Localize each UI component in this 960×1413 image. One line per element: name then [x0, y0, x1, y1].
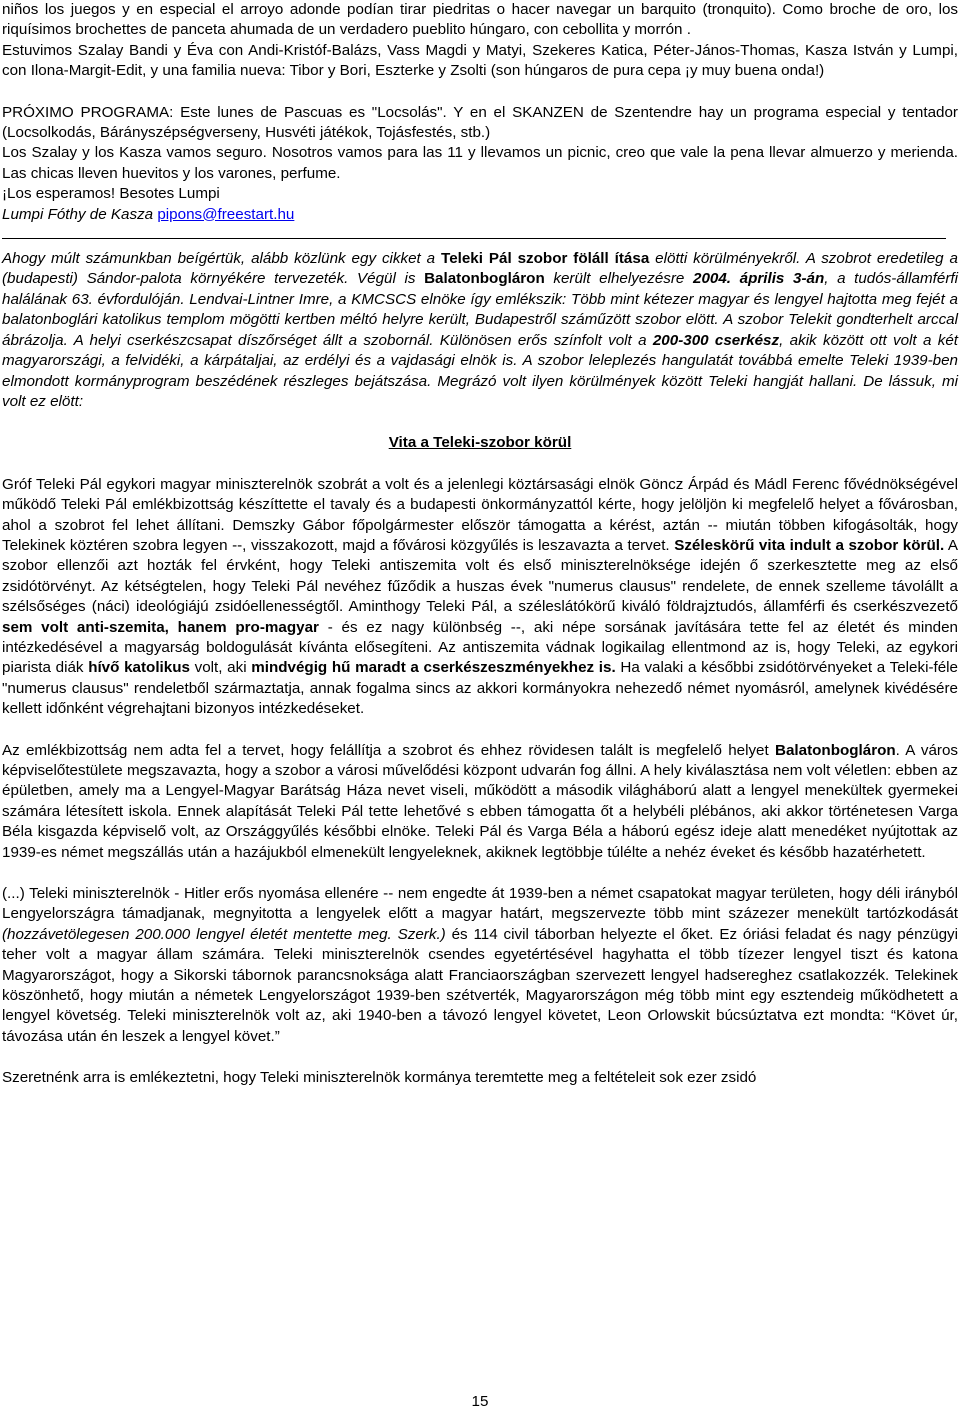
- email-link[interactable]: pipons@freestart.hu: [157, 205, 295, 223]
- spanish-paragraph-2: Estuvimos Szalay Bandi y Éva con Andi-Kristóf-Balázs, Vass Magdi y Matyi, Szekeres Katica, Péter-János-Thomas, Kasza István y Lumpi, con Ilona-Margit-Edit, y una familia nueva: Tibor y Bori, Eszterke y Zsolti (son húngaros de pura cepa ¡y muy buena onda!): [2, 41, 958, 80]
- spanish-paragraph-3: PRÓXIMO PROGRAMA: Este lunes de Pascuas es "Locsolás". Y en el SKANZEN de Szentendre hay un programa especial y tentador (Locsolkodás, Bárányszépségverseny, Husvéti játékok, Tojásfestés, stb.): [2, 103, 958, 142]
- article-paragraph-4: Szeretnénk arra is emlékeztetni, hogy Teleki miniszterelnök kormánya teremtette meg a feltételeit sok ezer zsidó: [2, 1069, 757, 1087]
- spanish-paragraph-1: niños los juegos y en especial el arroyo adonde podían tirar piedritas o hacer navegar un barquito (tronquito). Como broche de oro, los riquísimos brochettes de panceta ahumada de un verdadero pueblito húngaro, con cebollita y morrón .: [2, 1, 958, 39]
- intro-paragraph: Ahogy múlt számunkban beígértük, alább közlünk egy cikket a Teleki Pál szobor föláll ítása elötti körülményekről. A szobrot eredetileg a (budapesti) Sándor-palota környékére tervezeték. Végül is Balatonbogláron került elhelyezésre 2004. április 3-án, a tudós-államférfi halálának 63. évfordulóján. Lendvai-Lintner Imre, a KMCSCS elnöke így emlékszik: Több mint kétezer magyar és lengyel hajtotta meg fejét a balatonboglári katolikus templom mögötti kertben méltó helyre került, Budapestről száműzött szobor elött. A szobor Telekit gondterhelt arccal ábrázolja. A helyi cserkészcsapat díszőrséget állt a szobornál. Különösen erős színfolt volt a 200-300 cserkész, akik között ott volt a két magyarországi, a felvidéki, a kárpátaljai, az erdélyi és a vajdasági elnök is. A szobor leleplezés hangulatát továbbá emelte Teleki 1939-ben elmondott kormányprogram beszédének részleges bejátszása. Megrázó volt ilyen körülmények között Teleki hangját hallani. De lássuk, mi volt ez elött:: [2, 250, 959, 410]
- article-paragraph-1: Gróf Teleki Pál egykori magyar miniszterelnök szobrát a volt és a jelenlegi köztársasági elnök Göncz Árpád és Mádl Ferenc fővédnökségével működő Teleki Pál emlékbizottság készíttette el tavaly és a budapesti önkormányzattól kérte, hogy jelöljön ki megfelelő helyet a fővárosban, ahol a szobrot fel lehet állítani. Demszky Gábor főpolgármester először támogatta a kérést, aztán -- miután többen kifogásolták, hogy Telekinek köztéren szobra legyen --, visszakozott, majd a fővárosi közgyűlés is leszavazta a tervet. Széleskörű vita indult a szobor körül. A szobor ellenzői azt hozták fel érvként, hogy Teleki antiszemita volt és első miniszterelnöksége idején ő szerkesztette meg az első zsidótörvényt. Az kétségtelen, hogy Teleki Pál nevéhez fűződik a huszas évek "numerus clausus" rendelete, de ennek szelleme távolállt a szélsőséges (náci) ideológiájú zsidóellenességtől. Aminthogy Teleki Pál, a széleslátókörű kiváló földrajztudós, államférfi és cserkészvezető sem volt anti-szemita, hanem pro-magyar - és ez nagy különbség --, aki népe sorsának javítására tette fel az életét és minden intézkedésével a magyarság boldogulását kívánta elősegíteni. Az antiszemita vádnak logikailag ellentmond az is, hogy Teleki, az egykori piarista diák hívő katolikus volt, aki mindvégig hű maradt a cserkészeszményekhez is. Ha valaki a későbbi zsidótörvényeket a Teleki-féle "numerus clausus" rendeletből származtatja, annak fogalma sincs az akkori kormányokra nehezedő német nyomásról, amelynek kivédésére kellett időnként végrehajtani bizonyos intézkedéseket.: [2, 475, 959, 718]
- article-paragraph-3: (...) Teleki miniszterelnök - Hitler erős nyomása ellenére -- nem engedte át 1939-ben a német csapatokat magyar területen, hogy déli irányból Lengyelországra támadjanak, megnyitotta a lengyelek előtt a magyar határt, megszervezte több mint százezer menekült tartózkodását (hozzávetölegesen 200.000 lengyel életét mentette meg. Szerk.) és 114 civil táborban helyezte el őket. Ez óriási feladat és nagy pénzügyi teher volt a magyar állam számára. Teleki miniszterelnök csendes egyetértésével hagyhatta el több tízezer lengyel tiszt és katona Magyarországot, hogy a Sikorski tábornok parancsnoksága alatt Franciaországban szervezett lengyel hadsereghez csatlakozzék. Telekinek köszönhető, hogy miután a németek Lengyelországot 1939-ben szétverték, Magyarországon még több mint egy esztendeig működhetett a lengyel követség. Teleki miniszterelnök volt az, aki 1940-ben a távozó lengyel követet, Leon Orlowskit búcsúztatva ezt mondta: “Követ úr, távozása után én leszek a lengyel követ.”: [2, 885, 958, 1045]
- spanish-paragraph-5: ¡Los esperamos! Besotes Lumpi: [2, 185, 220, 203]
- signature: Lumpi Fóthy de Kasza: [2, 205, 154, 223]
- signature-line: [2, 205, 958, 225]
- page-number: 15: [471, 1393, 489, 1410]
- spanish-paragraph-4: Los Szalay y los Kasza vamos seguro. Nosotros vamos para las 11 y llevamos un picnic, creo que vale la pena llevar almuerzo y merienda. Las chicas lleven huevitos y los varones, perfume.: [2, 144, 958, 182]
- article-paragraph-2: Az emlékbizottság nem adta fel a tervet, hogy felállítja a szobrot és ehhez rövidesen talált is megfelelő helyet Balatonbogláron. A város képviselőtestülete megszavazta, hogy a szobor a városi művelődési központ udvarán fog állni. A hely kiválasztása nem volt véletlen: ebben az épületben, amely ma a Lengyel-Magyar Barátság Háza nevet viseli, működött a második világháború alatt a lengyel menekültek gyermekei számára létesített iskola. Ennek alapítását Teleki Pál tette lehetővé s ebben támogatta őt a helybéli plébános, aki akkor történetesen Varga Béla kisgazda képviselő volt, az Országgyűlés későbbi elnöke. Teleki Pál és Varga Béla a háború egész ideje alatt menedéket nyújtottak az 1939-es német megszállás után a hazájukból elmenekült lengyeleknek, akiknek legtöbbje túlélte a nehéz éveket és később hazatérhetett.: [2, 741, 958, 861]
- article-title: Vita a Teleki-szobor körül: [388, 434, 572, 452]
- horizontal-rule: [2, 238, 946, 239]
